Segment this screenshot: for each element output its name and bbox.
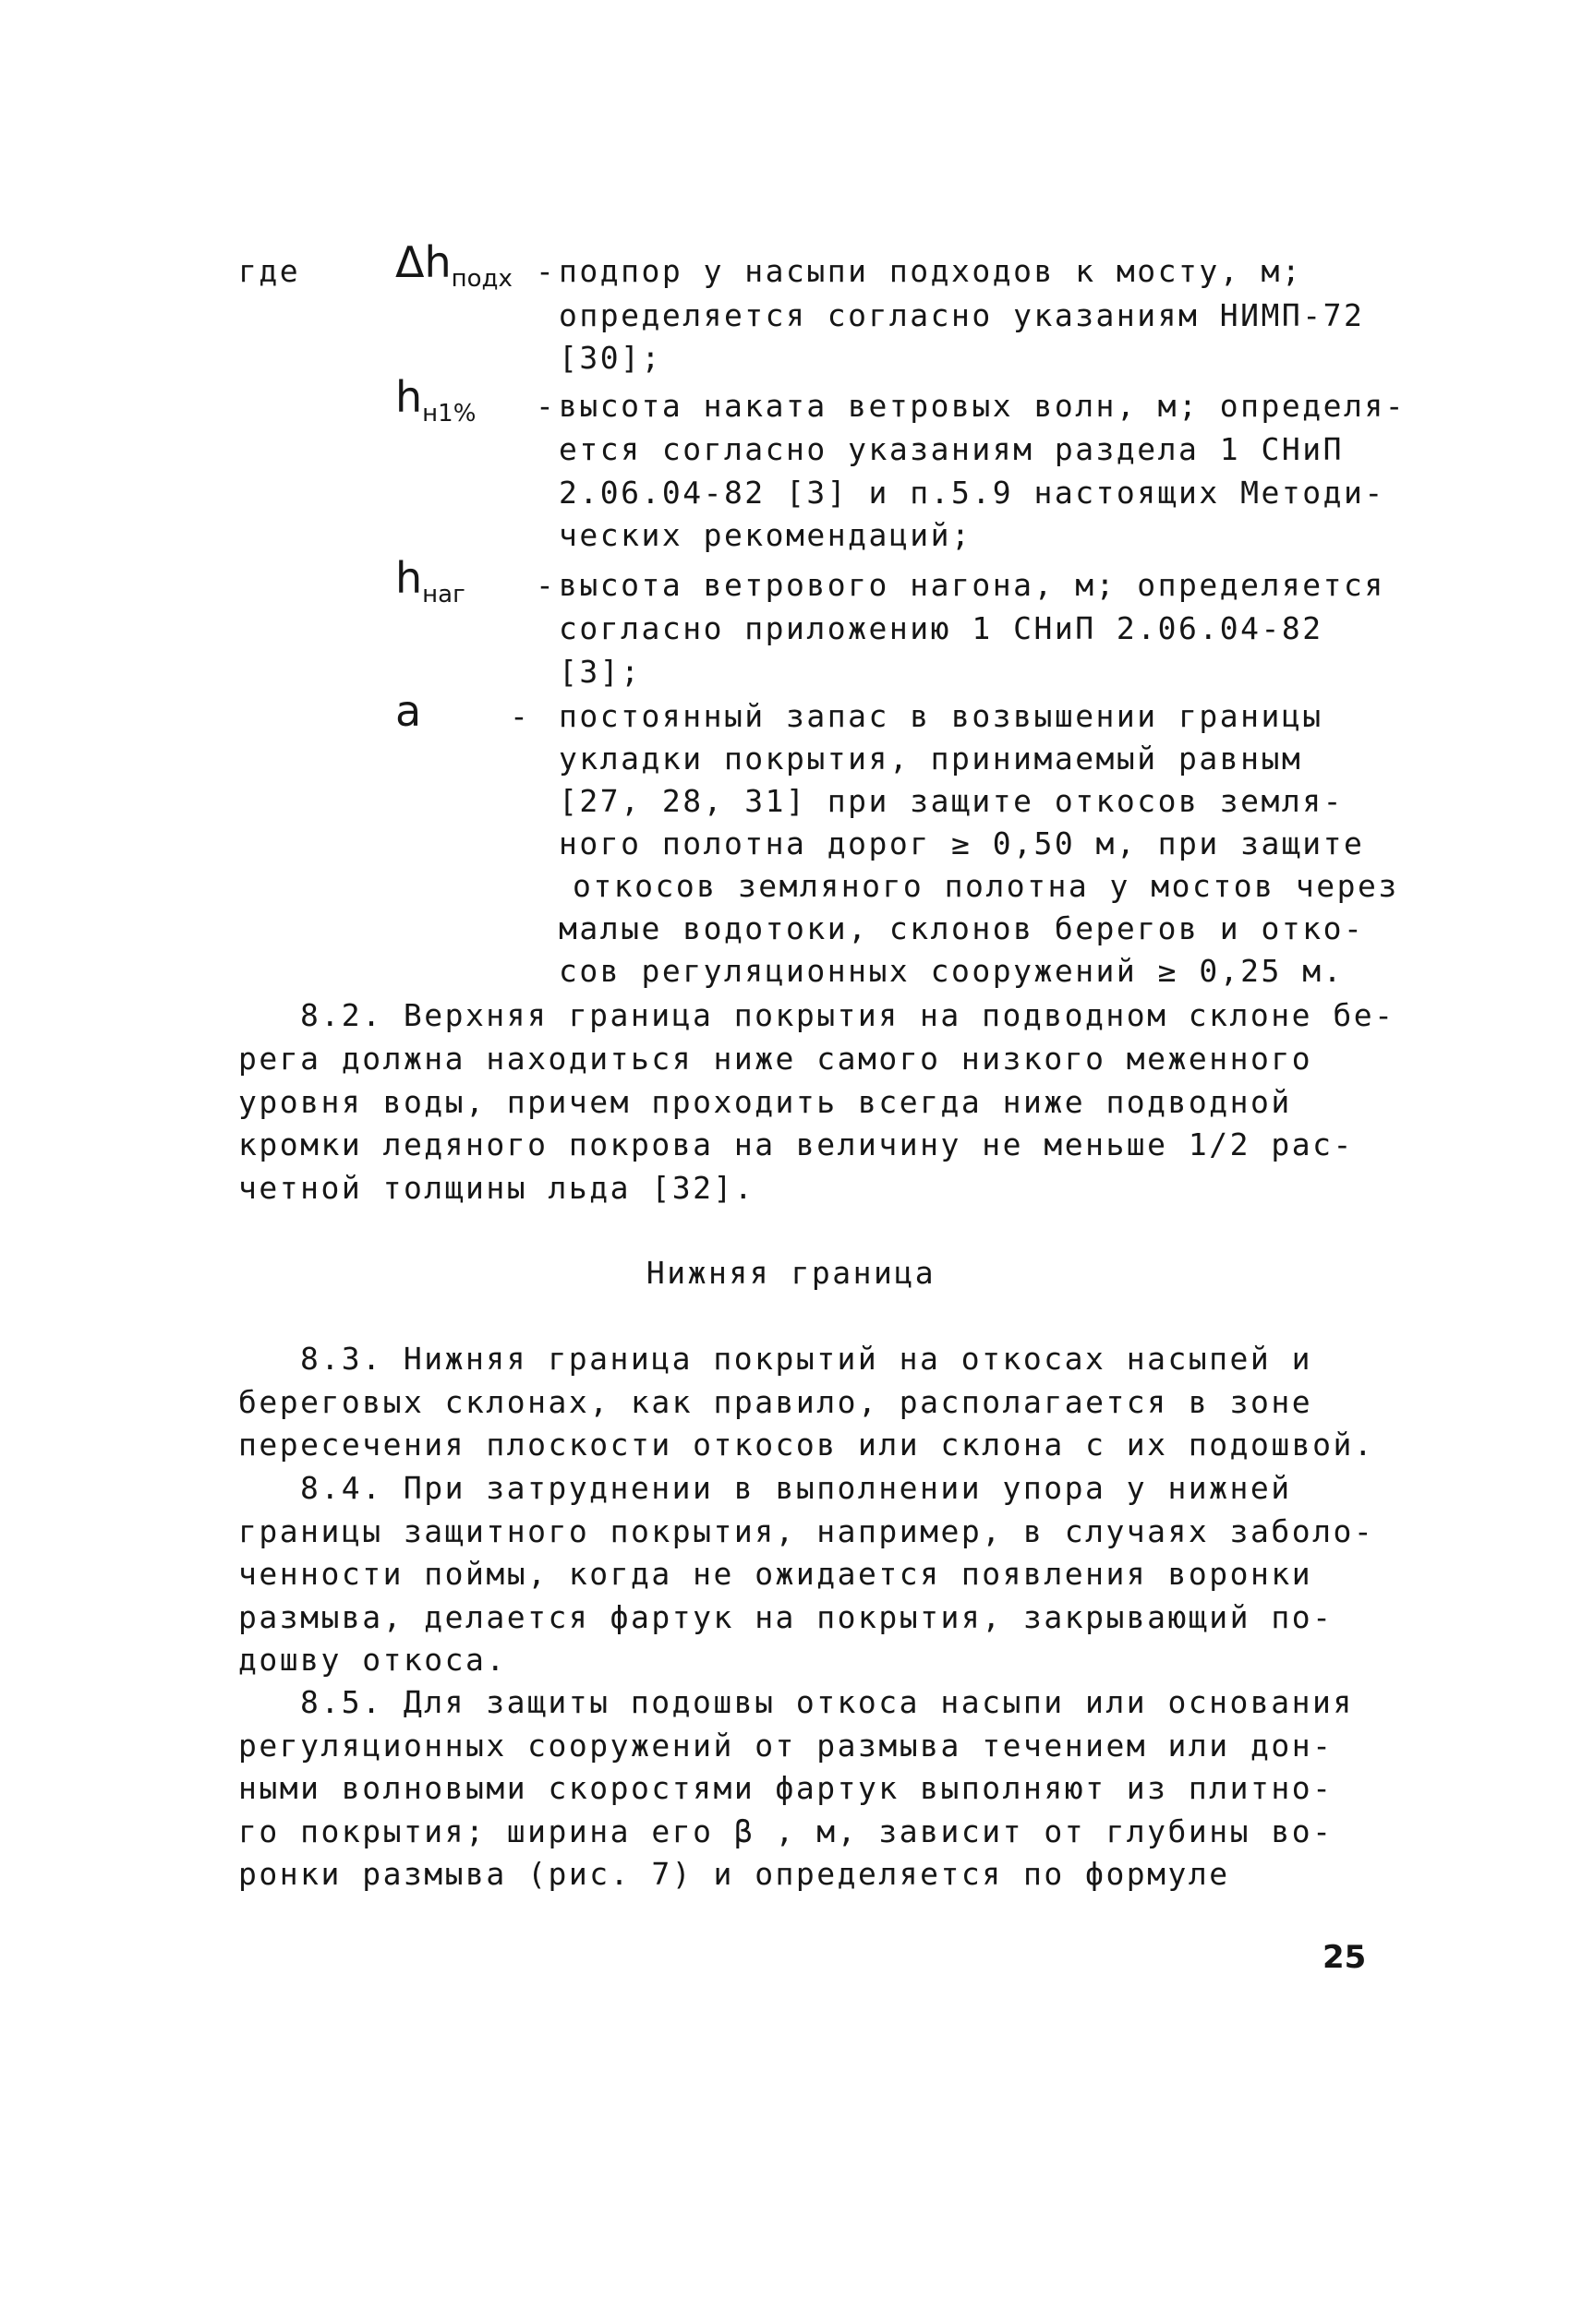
definition-text-line: [3];	[559, 654, 642, 690]
paragraph-8-2-line: четной толщины льда [32].	[238, 1170, 755, 1206]
paragraph-8-3-line: береговых склонах, как правило, располагается в зоне	[238, 1384, 1313, 1420]
paragraph-8-5-line: ными волновыми скоростями фартук выполняют из плитно-	[238, 1770, 1334, 1806]
symbol-main: h	[395, 553, 423, 603]
symbol-main: Δh	[395, 237, 452, 287]
symbol-h-n1	[395, 372, 477, 434]
definition-text-line: ется согласно указаниям раздела 1 СНиП	[559, 431, 1344, 467]
paragraph-8-5-line: ронки размыва (рис. 7) и определяется по формуле	[238, 1856, 1230, 1892]
symbol-a	[395, 686, 422, 736]
symbol-delta-h-podkh	[395, 237, 513, 299]
symbol-subscript: подх	[451, 265, 513, 294]
paragraph-8-5-line: регуляционных сооружений от размыва течением или дон-	[238, 1728, 1334, 1764]
symbol-subscript: наг	[422, 581, 465, 609]
paragraph-8-2-line: кромки ледяного покрова на величину не меньше 1/2 рас-	[238, 1126, 1354, 1162]
section-heading: Нижняя граница	[646, 1255, 936, 1291]
symbol-subscript: н1%	[422, 400, 477, 428]
paragraph-8-3-line: 8.3. Нижняя граница покрытий на откосах насыпей и	[300, 1341, 1313, 1377]
paragraph-8-4-line: размыва, делается фартук на покрытия, закрывающий по-	[238, 1599, 1334, 1635]
definition-text-line: [27, 28, 31] при защите откосов земля-	[559, 783, 1344, 819]
definition-dash: -	[536, 388, 557, 424]
paragraph-8-4-line: границы защитного покрытия, например, в случаях заболо-	[238, 1513, 1375, 1549]
definition-text-line: ческих рекомендаций;	[559, 517, 972, 553]
paragraph-8-4-line: дошву откоса.	[238, 1642, 507, 1678]
paragraph-8-4-line: ченности поймы, когда не ожидается появления воронки	[238, 1556, 1313, 1592]
definition-text-line: сов регуляционных сооружений ≥ 0,25 м.	[559, 953, 1344, 989]
definition-text-line: [30];	[559, 340, 662, 376]
definition-text-line: 2.06.04-82 [3] и п.5.9 настоящих Методи-	[559, 475, 1385, 511]
symbol-main: h	[395, 372, 423, 422]
paragraph-8-3-line: пересечения плоскости откосов или склона с их подошвой.	[238, 1427, 1375, 1463]
definition-text-line: определяется согласно указаниям НИМП-72	[559, 297, 1365, 333]
definition-text-line: подпор у насыпи подходов к мосту, м;	[559, 253, 1303, 289]
symbol-h-nag	[395, 553, 465, 615]
definition-dash: -	[536, 567, 557, 603]
definition-text-line: ного полотна дорог ≥ 0,50 м, при защите	[559, 825, 1365, 861]
paragraph-8-2-line: рега должна находиться ниже самого низкого меженного	[238, 1041, 1313, 1077]
definition-text-line: высота ветрового нагона, м; определяется	[559, 567, 1385, 603]
page-number: 25	[1322, 1939, 1367, 1976]
where-word: где	[238, 253, 301, 289]
paragraph-8-2-line: 8.2. Верхняя граница покрытия на подводном склоне бе-	[300, 997, 1395, 1033]
definition-text-line: согласно приложению 1 СНиП 2.06.04-82	[559, 610, 1323, 646]
paragraph-8-2-line: уровня воды, причем проходить всегда ниже подводной	[238, 1084, 1292, 1120]
definition-text-line: откосов земляного полотна у мостов через	[573, 868, 1399, 904]
definition-dash: -	[536, 253, 557, 289]
definition-text-line: малые водотоки, склонов берегов и отко-	[559, 910, 1365, 946]
symbol-main: a	[395, 686, 422, 736]
definition-text-line: укладки покрытия, принимаемый равным	[559, 741, 1303, 777]
paragraph-8-5-line: го покрытия; ширина его β , м, зависит от глубины во-	[238, 1813, 1334, 1849]
paragraph-8-5-line: 8.5. Для защиты подошвы откоса насыпи или основания	[300, 1684, 1354, 1720]
definition-dash: -	[510, 698, 531, 734]
definition-text-line: постоянный запас в возвышении границы	[559, 698, 1323, 734]
definition-text-line: высота наката ветровых волн, м; определя-	[559, 388, 1407, 424]
paragraph-8-4-line: 8.4. При затруднении в выполнении упора у нижней	[300, 1470, 1292, 1506]
